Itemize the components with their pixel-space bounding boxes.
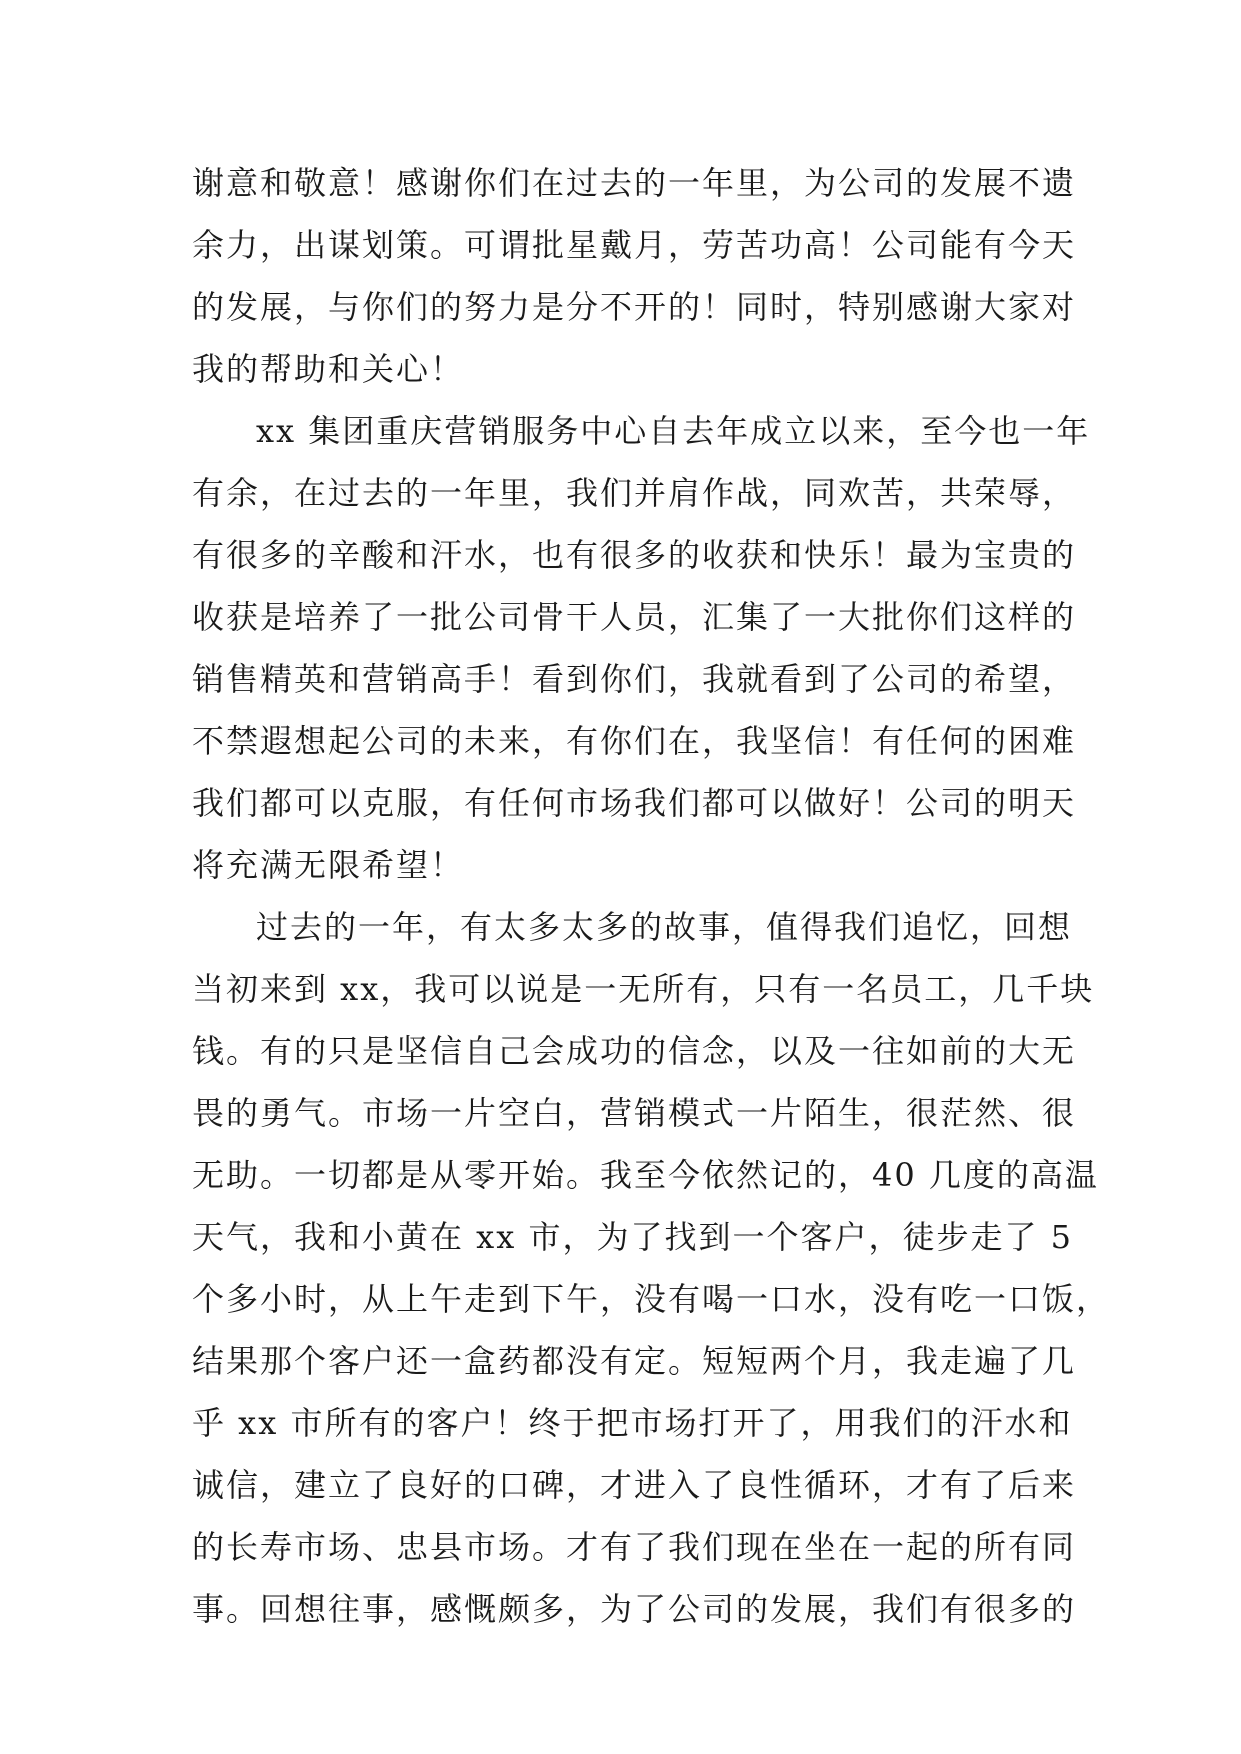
text-line: 将充满无限希望！: [192, 846, 465, 884]
text-line: 乎 xx 市所有的客户！终于把市场打开了，用我们的汗水和: [192, 1404, 1073, 1442]
text-line: 的发展，与你们的努力是分不开的！同时，特别感谢大家对: [192, 288, 1077, 326]
text-line: 收获是培养了一批公司骨干人员，汇集了一大批你们这样的: [192, 598, 1077, 636]
text-line: 结果那个客户还一盒药都没有定。短短两个月，我走遍了几: [192, 1342, 1077, 1380]
text-line: 的长寿市场、忠县市场。才有了我们现在坐在一起的所有同: [192, 1528, 1077, 1566]
text-line: 我们都可以克服，有任何市场我们都可以做好！公司的明天: [192, 784, 1077, 822]
text-line: 谢意和敬意！感谢你们在过去的一年里，为公司的发展不遗: [192, 164, 1077, 202]
text-line: 不禁遐想起公司的未来，有你们在，我坚信！有任何的困难: [192, 722, 1077, 760]
text-line: 诚信，建立了良好的口碑，才进入了良性循环，才有了后来: [192, 1466, 1077, 1504]
text-line: 有很多的辛酸和汗水，也有很多的收获和快乐！最为宝贵的: [192, 536, 1077, 574]
text-line: 余力，出谋划策。可谓批星戴月，劳苦功高！公司能有今天: [192, 226, 1077, 264]
text-line: 事。回想往事，感慨颇多，为了公司的发展，我们有很多的: [192, 1590, 1077, 1628]
text-line: 天气，我和小黄在 xx 市，为了找到一个客户，徒步走了 5: [192, 1218, 1073, 1256]
text-line: 销售精英和营销高手！看到你们，我就看到了公司的希望，: [192, 660, 1077, 698]
paragraph-first-line: xx 集团重庆营销服务中心自去年成立以来，至今也一年: [256, 412, 1091, 450]
text-line: 畏的勇气。市场一片空白，营销模式一片陌生，很茫然、很: [192, 1094, 1077, 1132]
body-text: [192, 152, 1111, 1640]
text-line: 当初来到 xx，我可以说是一无所有，只有一名员工，几千块: [192, 970, 1095, 1008]
paragraph-first-line: 过去的一年，有太多太多的故事，值得我们追忆，回想: [256, 908, 1073, 946]
text-line: 我的帮助和关心！: [192, 350, 465, 388]
text-line: 钱。有的只是坚信自己会成功的信念，以及一往如前的大无: [192, 1032, 1077, 1070]
text-line: 个多小时，从上午走到下午，没有喝一口水，没有吃一口饭，: [192, 1280, 1111, 1318]
text-line: 无助。一切都是从零开始。我至今依然记的，40 几度的高温: [192, 1156, 1099, 1194]
text-line: 有余，在过去的一年里，我们并肩作战，同欢苦，共荣辱，: [192, 474, 1077, 512]
